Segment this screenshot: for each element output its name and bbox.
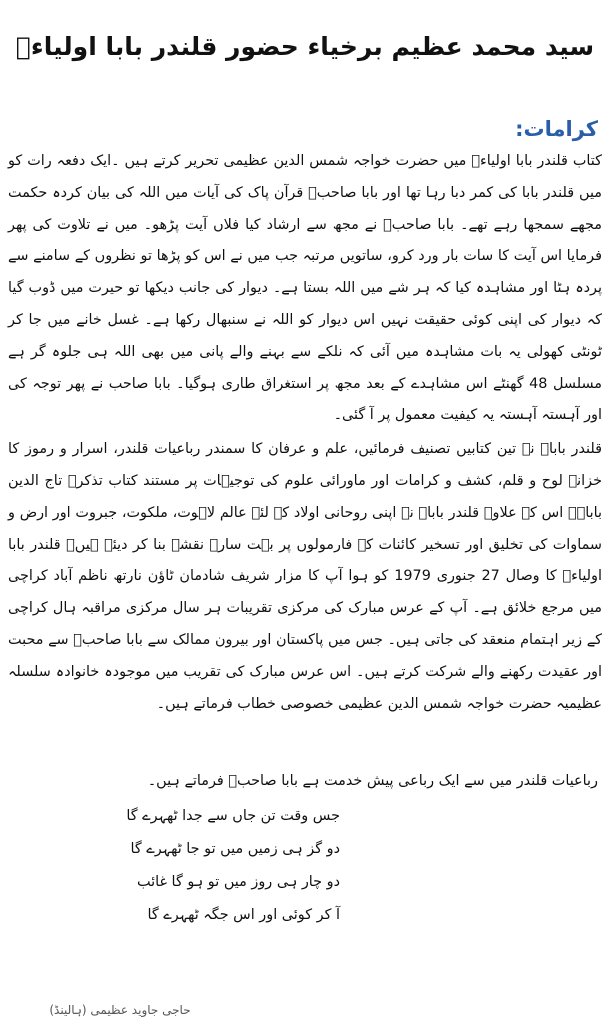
paragraph-karamat-story: کتاب قلندر بابا اولیاءؒ میں حضرت خواجہ شمس الدین عظیمی تحریر کرتے ہیں ۔ایک دفعہ رات کو میں قلندر بابا کی کمر دبا رہا تھا اور بابا صاحبؒ قرآن پاک کی آیات میں اللہ کی بیان کردہ حکمت مجھے سمجھا رہے تھے۔ بابا صاحبؒ نے مجھ سے ارشاد کیا فلاں آیت پڑھو۔ میں نے تلاوت کی پھر فرمایا اس آیت کا سات بار ورد کرو، ساتویں مرتبہ جب میں نے اس کو پڑھا تو نظروں کے سامنے سے پردہ ہٹا اور مشاہدہ کیا کہ ہر شے میں اللہ بستا ہے۔ دیوار کی جانب دیکھا تو حیرت میں ڈوب گیا کہ دیوار کی اپنی کوئی حقیقت نہیں اس دیوار کو اللہ نے سنبھال رکھا ہے۔ غسل خانے میں جا کر ٹونٹی کھولی یہ بات مشاہدہ میں آئی کہ نلکے سے بہنے والے پانی میں بھی اللہ ہی جلوہ گر ہے مسلسل 48 گھنٹے اس مشاہدے کے بعد مجھ پر استغراق طاری ہوگیا۔ بابا صاحب نے پھر توجہ کی اور آہستہ آہستہ یہ کیفیت معمول پر آ گئی۔ (8, 153, 603, 424)
page-title: سید محمد عظیم برخیاء حضور قلندر بابا اولیاءؒ (15, 32, 595, 61)
author-signature: حاجی جاوید عظیمی (ہالینڈ) (49, 1003, 191, 1017)
section-heading-karamat: کرامات: (515, 117, 598, 141)
verse-line: دو چار ہی روز میں تو ہو گا غائب (136, 874, 340, 890)
paragraph-books-and-urs: قلندر باباؒ نے تین کتابیں تصنیف فرمائیں، علم و عرفان کا سمندر رباعیات قلندر، اسرار و رموز کا خزانہ لوح و قلم، کشف و کرامات اور ماورائی علوم کی توجیہات پر مستند کتاب تذکرہ تاج الدین باباؒ۔ اس کے علاوہ قلندر باباؒ نے اپنی روحانی اولاد کے لئے عالم لاہوت، ملکوت، جبروت اور ارض و سماوات کی تخلیق اور تسخیر کائنات کے فارمولوں پر بہت سارے نقشے بنا کر دیئے ہیں۔ قلندر بابا اولیاءؒ کا وصال 27 جنوری 1979 کو ہوا آپ کا مزار شریف شادمان ٹاؤن نارتھ ناظم آباد کراچی میں مرجع خلائق ہے۔ آپ کے عرس مبارک کی مرکزی تقریبات ہر سال مرکزی مراقبہ ہال کراچی کے زیر اہتمام منعقد کی جاتی ہیں۔ جس میں پاکستان اور بیرون ممالک سے بابا صاحبؒ سے محبت اور عقیدت رکھنے والے شرکت کرتے ہیں۔ اس عرس مبارک کی تقریب میں موجودہ خانوادہ سلسلہ عظیمیہ حضرت خواجہ شمس الدین عظیمی خصوصی خطاب فرماتے ہیں۔ (8, 441, 602, 712)
article-body (8, 146, 602, 722)
verse-line: جس وقت تن جاں سے جدا ٹھہرے گا (126, 808, 340, 824)
verse-intro: رباعیات قلندر میں سے ایک رباعی پیش خدمت ہے بابا صاحبؒ فرماتے ہیں۔ (147, 773, 598, 789)
verse-line: دو گز ہی زمیں میں تو جا ٹھہرے گا (130, 841, 340, 857)
verse-line: آ کر کوئی اور اس جگہ ٹھہرے گا (147, 907, 340, 923)
rubai-verses (40, 800, 340, 932)
